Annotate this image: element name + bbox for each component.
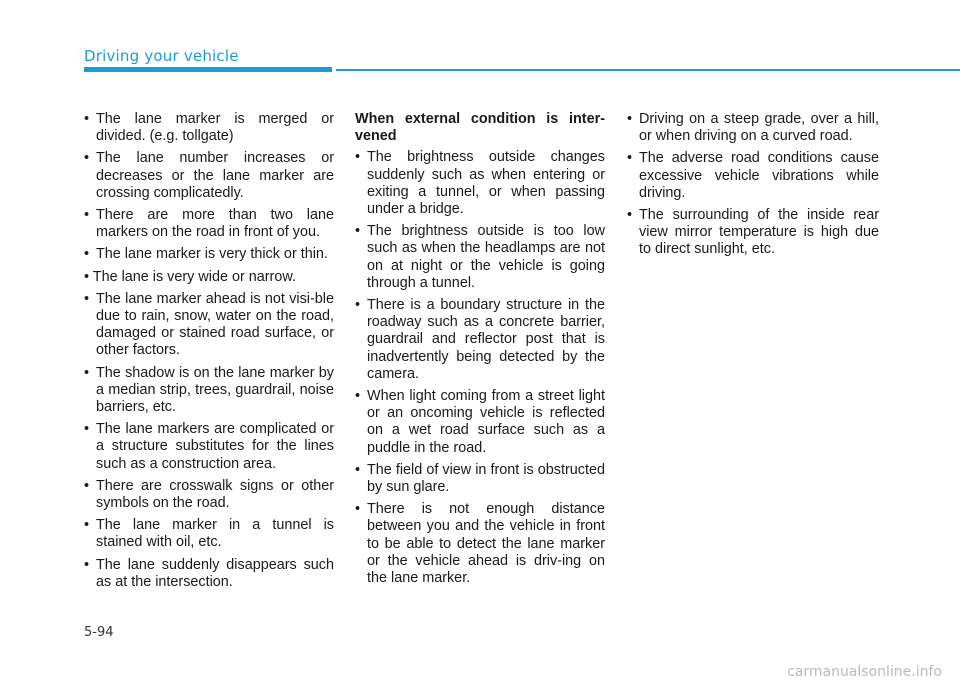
- list-item: • Driving on a steep grade, over a hill, or when driving on a curved road.: [627, 111, 879, 145]
- bullet-list-1: [84, 111, 334, 591]
- list-item: • The adverse road conditions cause excessive vehicle vibrations while driving.: [627, 150, 879, 202]
- list-item: • There are crosswalk signs or other symbols on the road.: [84, 478, 334, 512]
- watermark: carmanualsonline.info: [787, 664, 942, 680]
- list-item: • The brightness outside changes suddenly such as when entering or exiting a tunnel, or when passing under a bridge.: [355, 149, 605, 218]
- list-item: • There is a boundary structure in the roadway such as a concrete barrier, guardrail and reflector post that is inadvertently being detected by the camera.: [355, 297, 605, 383]
- list-item: • The lane marker is very thick or thin.: [84, 246, 334, 263]
- page-number: 5-94: [84, 625, 114, 640]
- list-item: • When light coming from a street light or an oncoming vehicle is reflected on a wet road surface such as a puddle in the road.: [355, 388, 605, 457]
- header-rule-thick: [84, 67, 332, 72]
- column-2: [355, 111, 605, 592]
- list-item: • The lane number increases or decreases or the lane marker are crossing complicatedly.: [84, 150, 334, 202]
- bullet-list-2: [355, 149, 605, 587]
- list-item: • The lane is very wide or narrow.: [84, 268, 296, 285]
- column-3: [627, 111, 879, 264]
- list-item: • The shadow is on the lane marker by a median strip, trees, guardrail, noise barriers, etc.: [84, 365, 334, 417]
- column-1: [84, 111, 334, 596]
- list-item: • The lane marker in a tunnel is stained with oil, etc.: [84, 517, 334, 551]
- list-item: • The lane suddenly disappears such as at the intersection.: [84, 557, 334, 591]
- list-item: • There is not enough distance between you and the vehicle in front to be able to detect the lane marker or the vehicle ahead is driv-ing on the lane marker.: [355, 501, 605, 587]
- section-title: Driving your vehicle: [84, 47, 239, 65]
- list-item: • The lane marker ahead is not visi-ble due to rain, snow, water on the road, damaged or stained road surface, or other factors.: [84, 291, 334, 360]
- list-item: • The lane marker is merged or divided. (e.g. tollgate): [84, 111, 334, 145]
- header-rule-thin: [336, 69, 960, 71]
- subheading: When external condition is inter-vened: [355, 111, 605, 145]
- list-item: • The field of view in front is obstructed by sun glare.: [355, 462, 605, 496]
- list-item: • There are more than two lane markers on the road in front of you.: [84, 207, 334, 241]
- bullet-list-3: [627, 111, 879, 259]
- list-item: • The surrounding of the inside rear view mirror temperature is high due to direct sunlight, etc.: [627, 207, 879, 259]
- list-item: • The lane markers are complicated or a structure substitutes for the lines such as a construction area.: [84, 421, 334, 473]
- list-item: • The brightness outside is too low such as when the headlamps are not on at night or the vehicle is going through a tunnel.: [355, 223, 605, 292]
